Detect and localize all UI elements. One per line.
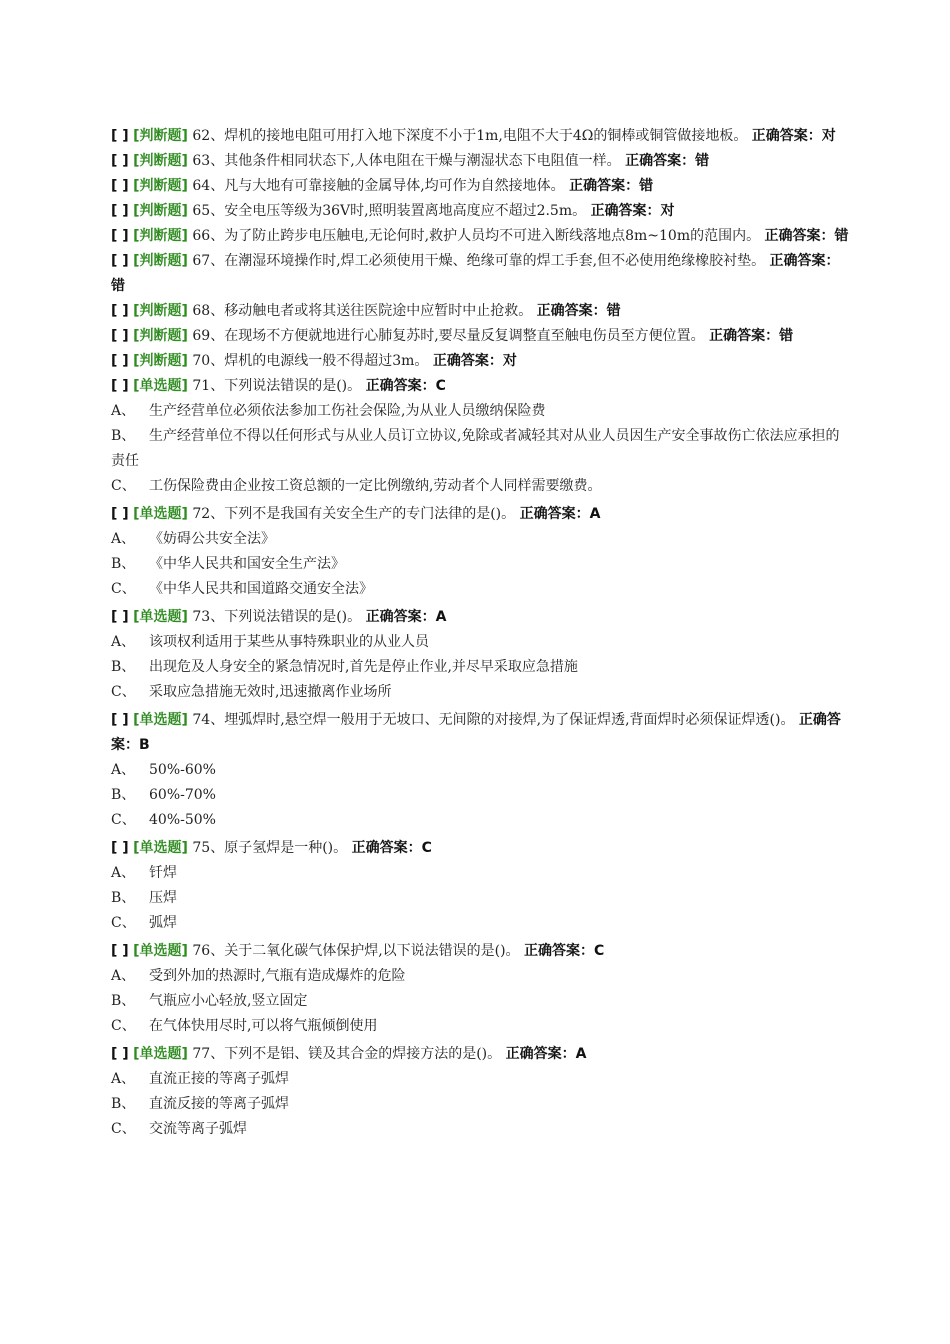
option-a <box>111 399 851 424</box>
correct-answer: 正确答案：C <box>524 943 605 959</box>
option-a <box>111 1067 851 1092</box>
option-c <box>111 1014 851 1039</box>
option-text: 采取应急措施无效时,迅速撤离作业场所 <box>149 684 392 700</box>
answer-bracket[interactable]: [ ] <box>111 1046 129 1062</box>
question-type: [单选题] <box>133 712 188 728</box>
option-text: 《中华人民共和国安全生产法》 <box>149 556 345 572</box>
answer-bracket[interactable]: [ ] <box>111 353 129 369</box>
option-text: 钎焊 <box>149 865 177 881</box>
option-text: 气瓶应小心轻放,竖立固定 <box>149 993 308 1009</box>
question-65 <box>111 199 851 224</box>
option-c <box>111 577 851 602</box>
option-label: C、 <box>111 1121 136 1137</box>
option-a <box>111 527 851 552</box>
question-type: [判断题] <box>133 228 188 244</box>
answer-bracket[interactable]: [ ] <box>111 228 129 244</box>
option-text: 生产经营单位必须依法参加工伤社会保险,为从业人员缴纳保险费 <box>149 403 546 419</box>
correct-answer: 正确答案：A <box>505 1046 587 1062</box>
correct-answer: 正确答案：对 <box>590 203 675 219</box>
option-text: 40%-50% <box>149 812 216 828</box>
question-type: [判断题] <box>133 353 188 369</box>
question-type: [单选题] <box>133 506 188 522</box>
correct-answer: 正确答案：C <box>351 840 432 856</box>
option-label: B、 <box>111 428 136 444</box>
question-text: 66、为了防止跨步电压触电,无论何时,救护人员均不可进入断线落地点8m~10m的范围内。 <box>192 228 761 244</box>
correct-answer: 正确答案：对 <box>751 128 836 144</box>
question-text: 76、关于二氧化碳气体保护焊,以下说法错误的是()。 <box>192 943 520 959</box>
option-c <box>111 808 851 833</box>
option-label: A、 <box>111 1071 136 1087</box>
option-b <box>111 783 851 808</box>
answer-bracket[interactable]: [ ] <box>111 378 129 394</box>
question-69 <box>111 324 851 349</box>
option-label: C、 <box>111 1018 136 1034</box>
option-label: C、 <box>111 812 136 828</box>
option-label: B、 <box>111 890 136 906</box>
question-text: 65、安全电压等级为36V时,照明装置离地高度应不超过2.5m。 <box>192 203 587 219</box>
document-body <box>111 124 851 1142</box>
option-label: A、 <box>111 531 136 547</box>
option-text: 受到外加的热源时,气瓶有造成爆炸的危险 <box>149 968 406 984</box>
question-type: [单选题] <box>133 840 188 856</box>
option-label: C、 <box>111 581 136 597</box>
option-label: C、 <box>111 684 136 700</box>
option-c <box>111 911 851 936</box>
correct-answer: 正确答案：A <box>365 609 447 625</box>
answer-bracket[interactable]: [ ] <box>111 178 129 194</box>
question-64 <box>111 174 851 199</box>
option-b <box>111 424 851 474</box>
correct-answer: 正确答案：C <box>365 378 446 394</box>
option-text: 该项权利适用于某些从事特殊职业的从业人员 <box>149 634 429 650</box>
correct-answer: 正确答案：错 <box>625 153 710 169</box>
option-a <box>111 861 851 886</box>
option-label: B、 <box>111 993 136 1009</box>
option-text: 弧焊 <box>149 915 177 931</box>
question-68 <box>111 299 851 324</box>
question-text: 62、焊机的接地电阻可用打入地下深度不小于1m,电阻不大于4Ω的铜棒或铜管做接地板。 <box>192 128 748 144</box>
option-text: 生产经营单位不得以任何形式与从业人员订立协议,免除或者减轻其对从业人员因生产安全事故伤亡依法应承担的责任 <box>111 428 840 469</box>
question-type: [单选题] <box>133 609 188 625</box>
option-text: 交流等离子弧焊 <box>149 1121 247 1137</box>
correct-answer: 正确答案：对 <box>432 353 517 369</box>
option-label: B、 <box>111 1096 136 1112</box>
question-66 <box>111 224 851 249</box>
option-c <box>111 680 851 705</box>
option-b <box>111 886 851 911</box>
question-72 <box>111 502 851 527</box>
question-62 <box>111 124 851 149</box>
question-type: [判断题] <box>133 153 188 169</box>
question-text: 72、下列不是我国有关安全生产的专门法律的是()。 <box>192 506 516 522</box>
question-text: 68、移动触电者或将其送往医院途中应暂时中止抢救。 <box>192 303 533 319</box>
answer-bracket[interactable]: [ ] <box>111 506 129 522</box>
answer-bracket[interactable]: [ ] <box>111 253 129 269</box>
correct-answer: 正确答案：错 <box>111 253 840 294</box>
option-text: 60%-70% <box>149 787 216 803</box>
option-label: A、 <box>111 762 136 778</box>
option-label: A、 <box>111 403 136 419</box>
question-text: 63、其他条件相同状态下,人体电阻在干燥与潮湿状态下电阻值一样。 <box>192 153 621 169</box>
option-a <box>111 630 851 655</box>
correct-answer: 正确答案：错 <box>709 328 794 344</box>
question-type: [单选题] <box>133 378 188 394</box>
option-label: C、 <box>111 478 136 494</box>
answer-bracket[interactable]: [ ] <box>111 328 129 344</box>
option-label: A、 <box>111 634 136 650</box>
option-a <box>111 964 851 989</box>
option-text: 出现危及人身安全的紧急情况时,首先是停止作业,并尽早采取应急措施 <box>149 659 578 675</box>
question-71 <box>111 374 851 399</box>
question-type: [判断题] <box>133 328 188 344</box>
question-type: [判断题] <box>133 178 188 194</box>
question-text: 74、埋弧焊时,悬空焊一般用于无坡口、无间隙的对接焊,为了保证焊透,背面焊时必须保证焊透()。 <box>192 712 795 728</box>
question-text: 75、原子氢焊是一种()。 <box>192 840 348 856</box>
option-label: A、 <box>111 865 136 881</box>
option-c <box>111 474 851 499</box>
option-label: C、 <box>111 915 136 931</box>
correct-answer: 正确答案：错 <box>569 178 654 194</box>
option-text: 压焊 <box>149 890 177 906</box>
question-type: [判断题] <box>133 203 188 219</box>
question-67 <box>111 249 851 299</box>
question-type: [判断题] <box>133 128 188 144</box>
answer-bracket[interactable]: [ ] <box>111 712 129 728</box>
question-74 <box>111 708 851 758</box>
option-text: 《中华人民共和国道路交通安全法》 <box>149 581 373 597</box>
answer-bracket[interactable]: [ ] <box>111 153 129 169</box>
correct-answer: 正确答案：错 <box>536 303 621 319</box>
option-label: A、 <box>111 968 136 984</box>
option-text: 直流正接的等离子弧焊 <box>149 1071 289 1087</box>
question-text: 64、凡与大地有可靠接触的金属导体,均可作为自然接地体。 <box>192 178 565 194</box>
question-text: 73、下列说法错误的是()。 <box>192 609 362 625</box>
correct-answer: 正确答案：B <box>111 712 841 753</box>
question-text: 71、下列说法错误的是()。 <box>192 378 362 394</box>
answer-bracket[interactable]: [ ] <box>111 840 129 856</box>
answer-bracket[interactable]: [ ] <box>111 943 129 959</box>
correct-answer: 正确答案：A <box>519 506 601 522</box>
option-text: 在气体快用尽时,可以将气瓶倾倒使用 <box>149 1018 378 1034</box>
question-type: [单选题] <box>133 943 188 959</box>
option-label: B、 <box>111 556 136 572</box>
answer-bracket[interactable]: [ ] <box>111 303 129 319</box>
question-73 <box>111 605 851 630</box>
answer-bracket[interactable]: [ ] <box>111 203 129 219</box>
question-text: 70、焊机的电源线一般不得超过3m。 <box>192 353 429 369</box>
option-label: B、 <box>111 659 136 675</box>
question-type: [判断题] <box>133 253 188 269</box>
option-c <box>111 1117 851 1142</box>
answer-bracket[interactable]: [ ] <box>111 128 129 144</box>
correct-answer: 正确答案：错 <box>764 228 849 244</box>
option-text: 直流反接的等离子弧焊 <box>149 1096 289 1112</box>
question-63 <box>111 149 851 174</box>
option-text: 50%-60% <box>149 762 216 778</box>
option-a <box>111 758 851 783</box>
question-type: [判断题] <box>133 303 188 319</box>
question-type: [单选题] <box>133 1046 188 1062</box>
question-text: 77、下列不是铝、镁及其合金的焊接方法的是()。 <box>192 1046 502 1062</box>
question-75 <box>111 836 851 861</box>
question-text: 69、在现场不方便就地进行心肺复苏时,要尽量反复调整直至触电伤员至方便位置。 <box>192 328 705 344</box>
question-text: 67、在潮湿环境操作时,焊工必须使用干燥、绝缘可靠的焊工手套,但不必使用绝缘橡胶衬垫。 <box>192 253 766 269</box>
option-text: 工伤保险费由企业按工资总额的一定比例缴纳,劳动者个人同样需要缴费。 <box>149 478 602 494</box>
option-text: 《妨碍公共安全法》 <box>149 531 275 547</box>
option-label: B、 <box>111 787 136 803</box>
question-77 <box>111 1042 851 1067</box>
option-b <box>111 552 851 577</box>
answer-bracket[interactable]: [ ] <box>111 609 129 625</box>
option-b <box>111 1092 851 1117</box>
question-76 <box>111 939 851 964</box>
option-b <box>111 655 851 680</box>
option-b <box>111 989 851 1014</box>
question-70 <box>111 349 851 374</box>
